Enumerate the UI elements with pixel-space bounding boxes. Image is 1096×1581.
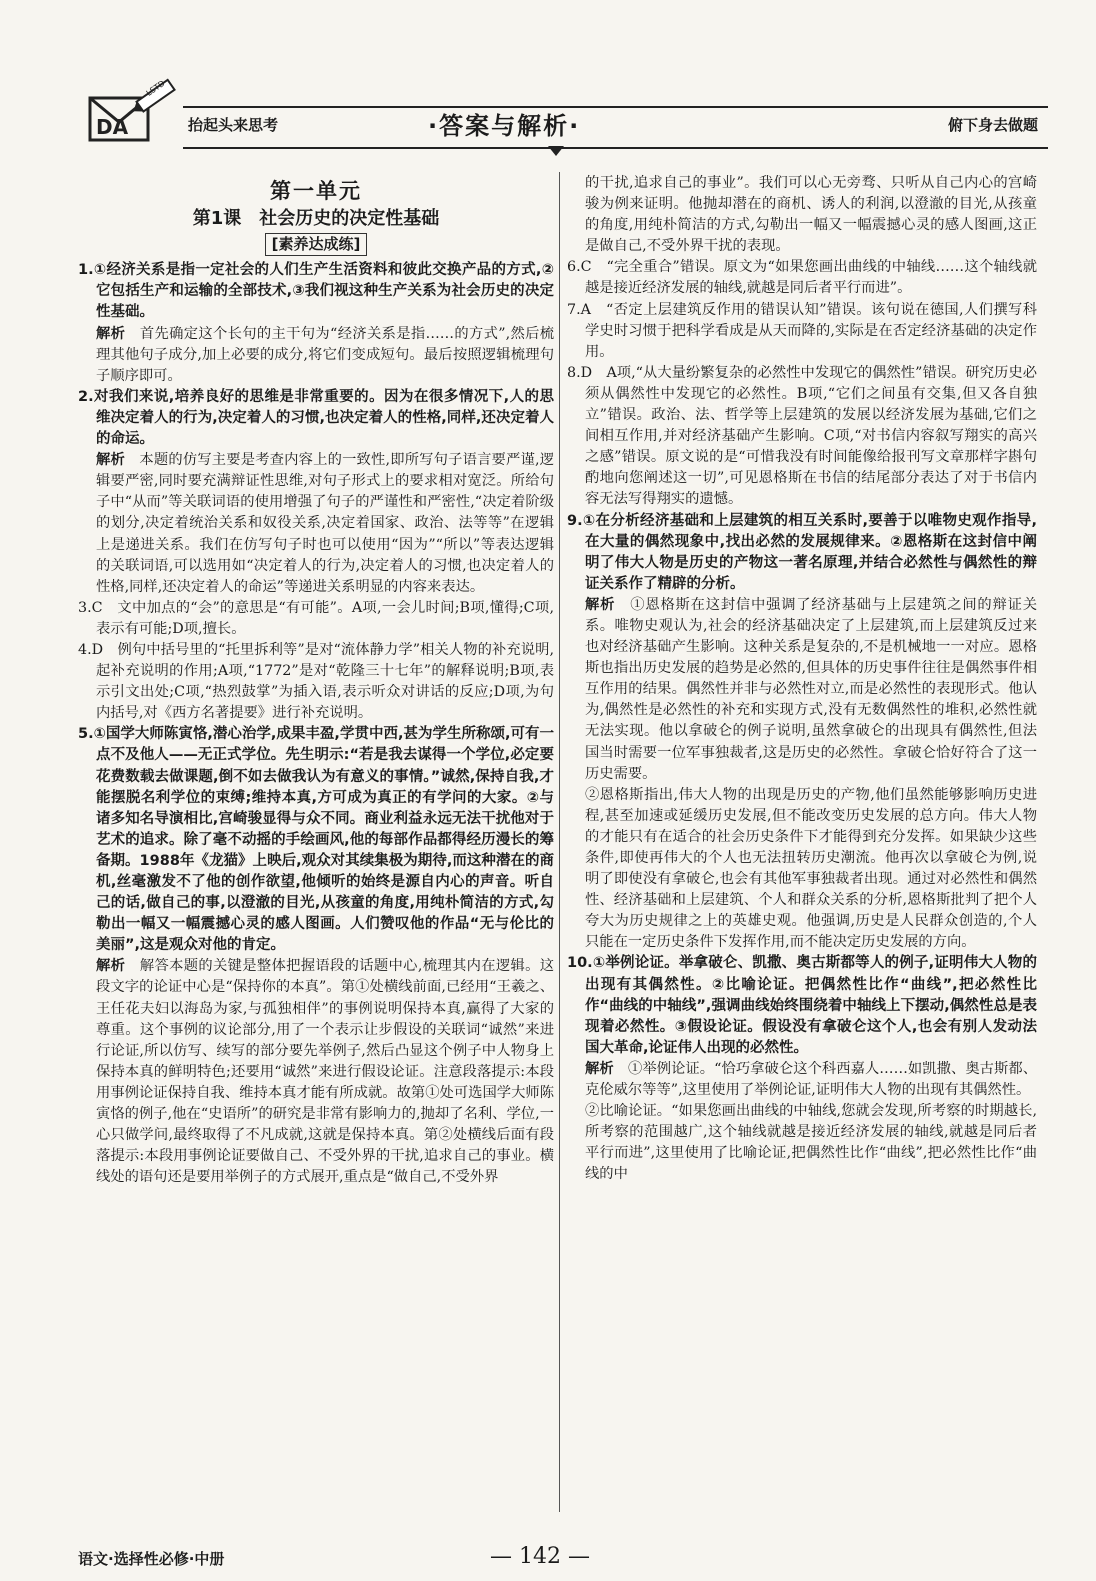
answer-paragraph: 10.①举例论证。举拿破仑、凯撒、奥古斯都等人的例子,证明伟大人物的出现有其偶然性。②比喻论证。把偶然性比作“曲线”,把必然性比作“曲线的中轴线”,强调曲线始终围绕着中轴线上下摆动,偶然性总是表现着必然性。③假设论证。假设没有拿破仑这个人,也会有别人发动法国大革命,论证伟人出现的必然性。 <box>567 955 1037 1056</box>
explanation-text: 本题的仿写主要是考查内容上的一致性,即所写句子语言要严谨,逻辑要严密,同时要充满辩证性思维,对句子形式上的要求相对宽泛。所给句子中“从而”等关联词语的使用增强了句子的严谨性和严密性,“决定着阶级的划分,决定着统治关系和奴役关系,决定着国家、政治、法等等”在逻辑上是递进关系。我们在仿写句子时也可以使用“因为”“所以”等表达逻辑的关联词语,可以选用如“决定着人的行为,决定着人的习惯,也决定着人的性格,同样,还决定着人的命运”等递进关系明显的内容来表达。 <box>96 452 554 595</box>
page-header <box>88 62 1048 157</box>
explanation-label: 解析 <box>96 325 126 342</box>
right-column <box>567 173 1037 1186</box>
explanation-text: ①举例论证。“恰巧拿破仑这个科西嘉人……如凯撒、奥古斯都、克伦威尔等等”,这里使用了举例论证,证明伟大人物的出现有其偶然性。 <box>585 1060 1038 1099</box>
logo-text: DA <box>96 115 129 139</box>
answer-paragraph: 8.D A项,“从大量纷繁复杂的必然性中发现它的偶然性”错误。研究历史必须从偶然性中发现它的必然性。B项,“它们之间虽有交集,但又各自独立”错误。政治、法、哲学等上层建筑的发展以经济发展为基础,它们之间相互作用,并对经济基础产生影响。C项,“对书信内容叙写翔实的高兴之感”错误。原文说的是“可惜我没有时间能像给报刊写文章那样字斟句酌地向您阐述这一切”,可见恩格斯在书信的结尾部分表达了对于书信内容无法写得翔实的遗憾。 <box>567 364 1037 508</box>
explanation-text: 解答本题的关键是整体把握语段的话题中心,梳理其内在逻辑。这段文字的论证中心是“保持你的本真”。第①处横线前面,已经用“王羲之、王任花夫妇以海岛为家,与孤独相伴”的事例说明保持本真,赢得了大家的尊重。这个事例的议论部分,用了一个表示让步假设的关联词“诚然”来进行论证,所以仿写、续写的部分要先举例子,然后凸显这个例子中人物身上保持本真的鲜明特色;还要用“诚然”来进行假设论证。注意段落提示:本段用事例论证保持自我、维持本真才能有所成就。故第①处可选国学大师陈寅恪的例子,他在“史语所”的研究是非常有影响力的,抛却了名利、学位,一心只做学问,最终取得了不凡成就,这就是保持本真。第②处横线后面有段落提示:本段用事例论证要做自己、不受外界的干扰,追求自己的事业。横线处的语句还是要用举例子的方式展开,重点是“做自己,不受外界 <box>96 958 555 1186</box>
explanation-paragraph <box>78 324 554 387</box>
explanation-paragraph <box>567 595 1037 785</box>
answer-paragraph: 9.①在分析经济基础和上层建筑的相互关系时,要善于以唯物史观作指导,在大量的偶然现象中,找出必然的发展规律来。②恩格斯在这封信中阐明了伟大人物是历史的产物这一著名原理,并结合必然性与偶然性的辩证关系作了精辟的分析。 <box>567 512 1037 592</box>
lesson-title: 第1课 社会历史的决定性基础 <box>192 208 440 230</box>
header-right-slogan: 俯下身去做题 <box>947 116 1038 134</box>
explanation-label: 解析 <box>96 452 125 469</box>
answer-paragraph: ②恩格斯指出,伟大人物的出现是历史的产物,他们虽然能够影响历史进程,甚至加速或延缓历史发展,但不能改变历史发展的总方向。伟大人物的才能只有在适合的社会历史条件下才能得到充分发挥。如果缺少这些条件,即使再伟大的个人也无法扭转历史潮流。他再次以拿破仑为例,说明了即使没有拿破仑,也会有其他军事独裁者出现。通过对必然性和偶然性、经济基础和上层建筑、个人和群众关系的分析,恩格斯批判了把个人夸大为历史规律之上的英雄史观。他强调,历史是人民群众创造的,个人只能在一定历史条件下发挥作用,而不能决定历史发展的方向。 <box>585 786 1037 951</box>
explanation-text: 首先确定这个长句的主干句为“经济关系是指……的方式”,然后梳理其他句子成分,加上必要的成分,将它们变成短句。最后按照逻辑梳理句子顺序即可。 <box>96 325 554 384</box>
answer-paragraph: 7.A “否定上层建筑反作用的错误认知”错误。该句说在德国,人们撰写科学史时习惯于把科学看成是从天而降的,实际是在否定经济基础的决定作用。 <box>567 301 1037 360</box>
answer-paragraph: 5.①国学大师陈寅恪,潜心治学,成果丰盈,学贯中西,甚为学生所称颂,可有一点不及他人——无正式学位。先生明示:“若是我去谋得一个学位,必定要花费数载去做课题,倒不如去做我认为有意义的事情。”诚然,保持自我,才能摆脱名利学位的束缚;维持本真,方可成为真正的有学问的大家。②与诸多知名导演相比,宫崎骏显得与众不同。商业利益永远无法干扰他对于艺术的追求。除了毫不动摇的手绘画风,他的每部作品都得经历漫长的筹备期。1988年《龙猫》上映后,观众对其续集极为期待,而这种潜在的商机,丝毫激发不了他的创作欲望,他倾听的始终是源自内心的声音。听自己的话,做自己的事,以澄澈的目光,从孩童的角度,用纯朴简洁的方式,勾勒出一幅又一幅震撼心灵的感人图画。人们赞叹他的作品“无与伦比的美丽”,这是观众对他的肯定。 <box>78 726 554 954</box>
answer-paragraph: 6.C “完全重合”错误。原文为“如果您画出曲线的中轴线……这个轴线就越是接近经济发展的轴线,就越是同后者平行而进”。 <box>567 259 1037 297</box>
answer-paragraph: 1.①经济关系是指一定社会的人们生产生活资料和彼此交换产品的方式,②它包括生产和运输的全部技术,③我们视这种生产关系为社会历史的决定性基础。 <box>78 262 554 321</box>
left-column <box>78 173 554 1188</box>
unit-title: 第一单元 <box>270 179 362 203</box>
explanation-paragraph <box>78 956 554 1188</box>
header-triangle-icon <box>548 146 564 156</box>
explanation-label: 解析 <box>585 596 616 613</box>
answer-paragraph: 4.D 例句中括号里的“托里拆利等”是对“流体静力学”相关人物的补充说明,起补充说明的作用;A项,“1772”是对“乾隆三十七年”的解释说明;B项,表示引文出处;C项,“热烈鼓掌”为插入语,表示听众对讲话的反应;D项,为句内括号,对《西方名著提要》进行补充说明。 <box>78 641 554 722</box>
header-title: ·答案与解析· <box>428 112 581 140</box>
header-left-slogan: 抬起头来思考 <box>188 116 279 134</box>
answer-paragraph: 2.对我们来说,培养良好的思维是非常重要的。因为在很多情况下,人的思维决定着人的行为,决定着人的习惯,也决定着人的性格,同样,还决定着人的命运。 <box>78 388 554 448</box>
column-divider <box>559 172 560 1512</box>
explanation-paragraph <box>567 1059 1037 1101</box>
answer-paragraph: 的干扰,追求自己的事业”。我们可以心无旁骛、只听从自己内心的宫崎骏为例来证明。他抛却潜在的商机、诱人的利润,以澄澈的目光,从孩童的角度,用纯朴简洁的方式,勾勒出一幅又一幅震撼心灵的感人图画,这正是做自己,不受外界干扰的表现。 <box>585 175 1037 255</box>
answer-paragraph: 3.C 文中加点的“会”的意思是“有可能”。A项,一会儿时间;B项,懂得;C项,表示有可能;D项,擅长。 <box>78 599 554 637</box>
logo-icon <box>88 70 180 148</box>
logo-small-text: LSTD <box>144 78 167 98</box>
explanation-text: ①恩格斯在这封信中强调了经济基础与上层建筑之间的辩证关系。唯物史观认为,社会的经济基础决定了上层建筑,而上层建筑反过来也对经济基础产生影响。这种关系是复杂的,不是机械地一一对应。恩格斯也指出历史发展的趋势是必然的,但具体的历史事件往往是偶然事件相互作用的结果。偶然性并非与必然性对立,而是必然性的表现形式。他认为,偶然性是必然性的补充和实现方式,没有无数偶然性的堆积,必然性就无法实现。他以拿破仑的例子说明,虽然拿破仑的出现具有偶然性,但法国当时需要一位军事独裁者,这是历史的必然性。拿破仑恰好符合了这一历史需要。 <box>585 596 1037 782</box>
answer-paragraph: ②比喻论证。“如果您画出曲线的中轴线,您就会发现,所考察的时期越长,所考察的范围越广,这个轴线就越是接近经济发展的轴线,就越是同后者平行而进”,这里使用了比喻论证,把偶然性比作“曲线”,把必然性比作“曲线的中 <box>585 1103 1037 1183</box>
explanation-label: 解析 <box>96 958 126 975</box>
explanation-paragraph <box>78 450 554 598</box>
footer-book-title: 语文·选择性必修·中册 <box>78 1550 225 1568</box>
page-number: — 142 — <box>490 1544 590 1569</box>
explanation-label: 解析 <box>585 1060 614 1077</box>
section-label: [素养达成练] <box>265 233 368 256</box>
